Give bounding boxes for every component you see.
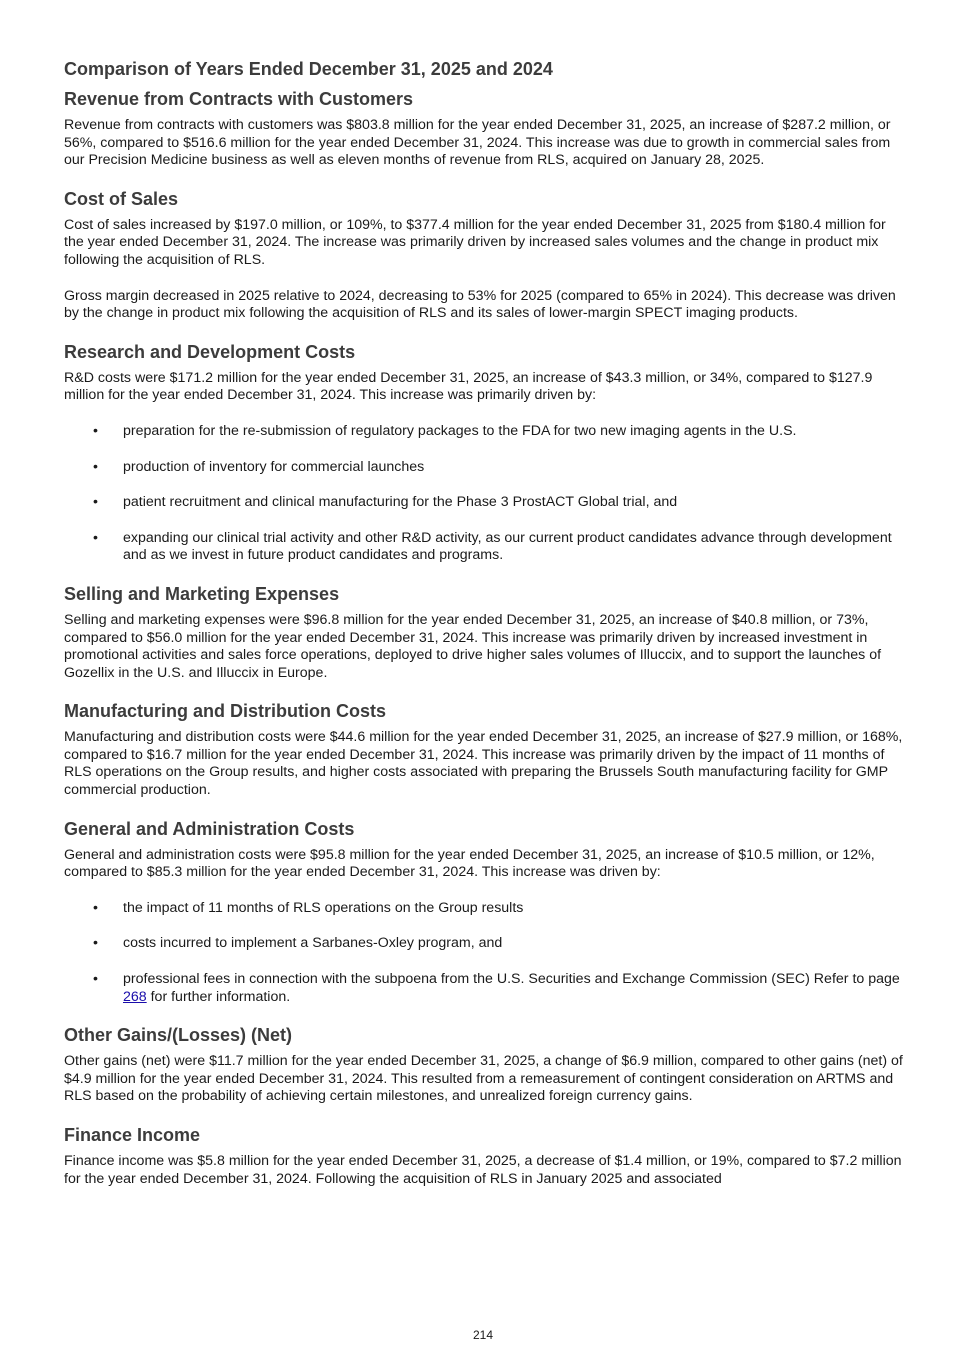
- list-item: • patient recruitment and clinical manufacturing for the Phase 3 ProstACT Global trial, and: [64, 494, 904, 512]
- list-item: • expanding our clinical trial activity and other R&D activity, as our current product candidates advance through development and as we invest in future product candidates and programs.: [64, 530, 904, 565]
- section-manufacturing-distribution: [64, 700, 904, 799]
- section-heading: Other Gains/(Losses) (Net): [64, 1025, 293, 1046]
- bullet-list: [64, 423, 904, 565]
- bullet-list: [64, 900, 904, 1006]
- list-item: • the impact of 11 months of RLS operations on the Group results: [64, 900, 904, 918]
- page-reference-link[interactable]: 268: [123, 988, 147, 1005]
- paragraph: General and administration costs were $95.8 million for the year ended December 31, 2025, an increase of $10.5 million, or 12%, compared to $85.3 million for the year ended December 31, 2024. This increase was driven by:: [64, 846, 875, 881]
- list-item-text: professional fees in connection with the subpoena from the U.S. Securities and Exchange Commission (SEC) Refer to page: [123, 971, 900, 988]
- list-item: • costs incurred to implement a Sarbanes-Oxley program, and: [64, 935, 904, 953]
- document-page: [64, 58, 904, 1188]
- list-item: [64, 971, 904, 1006]
- page-number: 214: [472, 1328, 494, 1342]
- paragraph: Finance income was $5.8 million for the year ended December 31, 2025, a decrease of $1.4 million, or 19%, compared to $7.2 million for the year ended December 31, 2024. Following the acquisition of RLS in January 2025 and associated: [64, 1153, 902, 1187]
- paragraph: Manufacturing and distribution costs were $44.6 million for the year ended December 31, 2025, an increase of $27.9 million, or 168%, compared to $16.7 million for the year ended December 31, 2024. This increase was primarily driven by the impact of 11 months of RLS operations on the Group results, and higher costs associated with preparing the Brussels South manufacturing facility for GMP commercial production.: [64, 729, 903, 799]
- list-item: • preparation for the re-submission of regulatory packages to the FDA for two new imaging agents in the U.S.: [64, 423, 904, 441]
- section-heading: Finance Income: [64, 1125, 201, 1145]
- list-item: • production of inventory for commercial launches: [64, 459, 904, 477]
- section-heading: General and Administration Costs: [64, 818, 355, 839]
- paragraph: Revenue from contracts with customers was $803.8 million for the year ended December 31, 2025, an increase of $287.2 million, or 56%, compared to $516.6 million for the year ended December 31, 2024. This increase was due to growth in commercial sales from our Precision Medicine business as well as eleven months of revenue from RLS, acquired on January 28, 2025.: [64, 117, 891, 169]
- section-other-gains: [64, 1024, 904, 1106]
- section-finance-income: [64, 1124, 904, 1188]
- paragraph: R&D costs were $171.2 million for the year ended December 31, 2025, an increase of $43.3 million, or 34%, compared to $127.9 million for the year ended December 31, 2024. This increase was primarily driven by:: [64, 369, 873, 404]
- section-cost-of-sales: [64, 188, 904, 323]
- paragraph: Cost of sales increased by $197.0 million, or 109%, to $377.4 million for the year ended December 31, 2025 from $180.4 million for the year ended December 31, 2024. The increase was primarily driven by increased sales volumes and the change in product mix following the acquisition of RLS.: [64, 216, 886, 268]
- section-heading: Research and Development Costs: [64, 341, 356, 362]
- section-heading: Revenue from Contracts with Customers: [64, 89, 414, 109]
- section-revenue: [64, 88, 904, 170]
- page-title: Comparison of Years Ended December 31, 2025 and 2024: [64, 59, 553, 79]
- paragraph: Gross margin decreased in 2025 relative to 2024, decreasing to 53% for 2025 (compared to 65% in 2024). This decrease was driven by the change in product mix following the acquisition of RLS and its sales of lower-margin SPECT imaging products.: [64, 287, 896, 322]
- paragraph: Selling and marketing expenses were $96.8 million for the year ended December 31, 2025, an increase of $40.8 million, or 73%, compared to $56.0 million for the year ended December 31, 2024. This increase was primarily driven by increased investment in promotional activities and sales force operations, deployed to drive higher sales volumes of Illuccix, and to support the launches of Gozellix in the U.S. and Illuccix in Europe.: [64, 611, 882, 681]
- section-heading: Cost of Sales: [64, 188, 179, 209]
- section-general-administration: [64, 818, 904, 1007]
- section-heading: Manufacturing and Distribution Costs: [64, 701, 386, 722]
- paragraph: Other gains (net) were $11.7 million for the year ended December 31, 2025, a change of $6.9 million, compared to other gains (net) of $4.9 million for the year ended December 31, 2024. This resulted from a remeasurement of contingent consideration on ARTMS and RLS based on the probability of achieving certain milestones, and unrealized foreign currency gains.: [64, 1053, 903, 1105]
- section-selling-marketing: [64, 583, 904, 682]
- section-research-development: [64, 341, 904, 565]
- list-item-text: for further information.: [146, 988, 291, 1005]
- section-heading: Selling and Marketing Expenses: [64, 583, 340, 604]
